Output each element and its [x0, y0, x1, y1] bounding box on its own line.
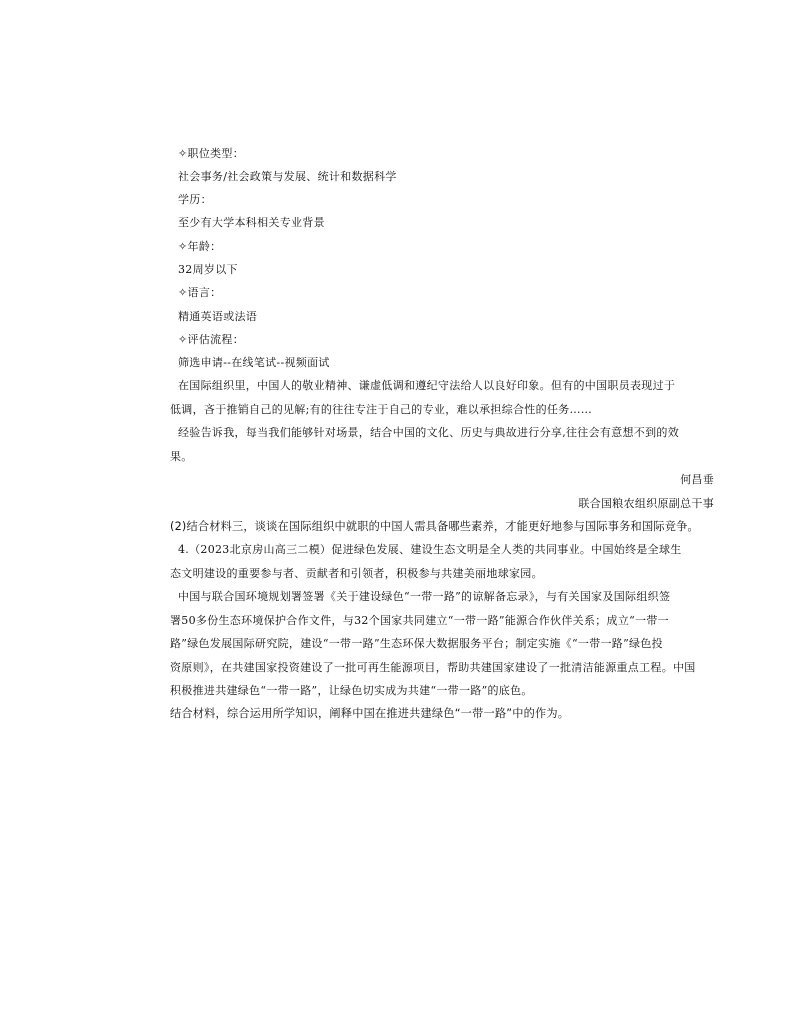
- quote-paragraph-1-line-2: 低调，吝于推销自己的见解;有的往往专注于自己的专业，难以承担综合性的任务……: [170, 403, 593, 416]
- education-label: 学历：: [178, 193, 212, 206]
- quote-author: 何昌垂: [680, 473, 714, 486]
- question-2: (2)结合材料三，谈谈在国际组织中就职的中国人需具备哪些素养，才能更好地参与国际事务和国际竞争。: [170, 520, 699, 533]
- question-4-task: 结合材料，综合运用所学知识，阐释中国在推进共建绿色“一带一路”中的作为。: [170, 707, 570, 720]
- question-4-material-line-2: 署50多份生态环境保护合作文件，与32个国家共同建立“一带一路”能源合作伙伴关系；成立“一带一: [170, 614, 669, 627]
- question-4-material-line-4: 资原则》，在共建国家投资建设了一批可再生能源项目，帮助共建国家建设了一批清洁能源重点工程。中国: [170, 661, 696, 674]
- assessment-label: ✧评估流程：: [178, 333, 245, 346]
- question-4-material-line-1: 中国与联合国环境规划署签署《关于建设绿色“一带一路”的谅解备忘录》，与有关国家及国际组织签: [178, 590, 671, 603]
- quote-paragraph-2-line-2: 果。: [170, 450, 193, 463]
- language-value: 精通英语或法语: [178, 310, 258, 323]
- quote-paragraph-1-line-1: 在国际组织里，中国人的敬业精神、谦虚低调和遵纪守法给人以良好印象。但有的中国职员表现过于: [178, 379, 676, 392]
- age-value: 32周岁以下: [178, 263, 238, 276]
- question-4-intro-line-2: 态文明建设的重要参与者、贡献者和引领者，积极参与共建美丽地球家园。: [170, 567, 543, 580]
- quote-author-title: 联合国粮农组织原副总干事: [578, 497, 714, 510]
- position-type-label: ✧职位类型：: [178, 147, 245, 160]
- question-4-intro-line-1: 4.（2023北京房山高三二模）促进绿色发展、建设生态文明是全人类的共同事业。中国始终是全球生: [178, 543, 682, 556]
- question-4-material-line-5: 积极推进共建绿色“一带一路”，让绿色切实成为共建“一带一路”的底色。: [170, 684, 533, 697]
- language-label: ✧语言：: [178, 286, 222, 299]
- assessment-value: 筛选申请--在线笔试--视频面试: [178, 356, 330, 369]
- position-type-value: 社会事务/社会政策与发展、统计和数据科学: [178, 170, 397, 183]
- quote-paragraph-2-line-1: 经验告诉我，每当我们能够针对场景，结合中国的文化、历史与典故进行分享,往往会有意想不到的效: [178, 426, 679, 439]
- age-label: ✧年龄：: [178, 240, 222, 253]
- education-value: 至少有大学本科相关专业背景: [178, 216, 325, 229]
- question-4-material-line-3: 路”绿色发展国际研究院，建设“一带一路”生态环保大数据服务平台；制定实施《“一带一路”绿色投: [170, 637, 663, 650]
